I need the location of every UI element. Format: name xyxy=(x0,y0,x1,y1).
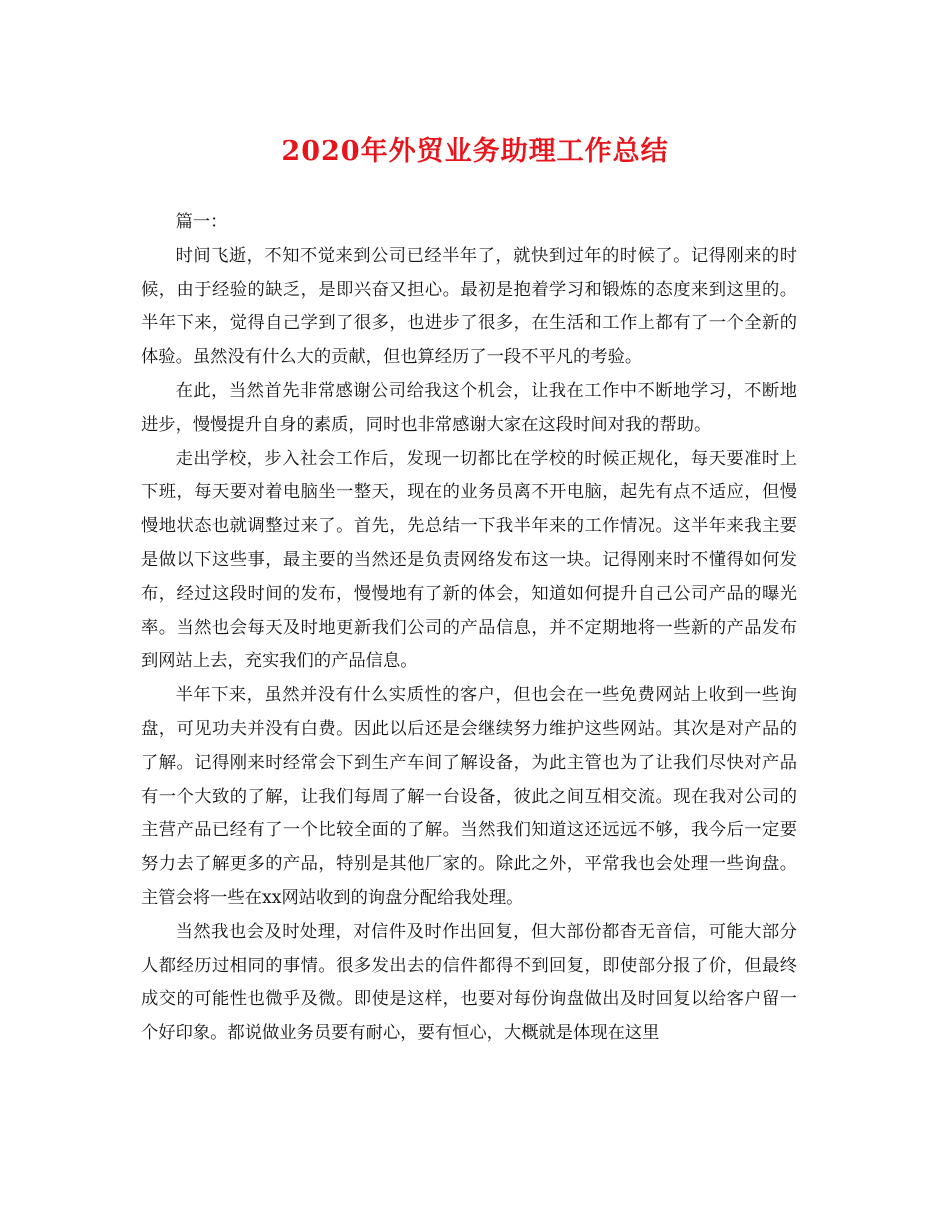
document-body xyxy=(141,206,797,1051)
paragraph: 时间飞逝，不知不觉来到公司已经半年了，就快到过年的时候了。记得刚来的时候，由于经验的缺乏，是即兴奋又担心。最初是抱着学习和锻炼的态度来到这里的。半年下来，觉得自己学到了很多，也进步了很多，在生活和工作上都有了一个全新的体验。虽然没有什么大的贡献，但也算经历了一段不平凡的考验。 xyxy=(141,245,797,368)
section-heading: 篇一： xyxy=(175,212,228,232)
document-title: 2020年外贸业务助理工作总结 xyxy=(281,136,669,167)
paragraph: 半年下来，虽然并没有什么实质性的客户，但也会在一些免费网站上收到一些询盘，可见功夫并没有白费。因此以后还是会继续努力维护这些网站。其次是对产品的了解。记得刚来时经常会下到生产车间了解设备，为此主管也为了让我们尽快对产品有一个大致的了解，让我们每周了解一台设备，彼此之间互相交流。现在我对公司的主营产品已经有了一个比较全面的了解。当然我们知道这还远远不够，我今后一定要努力去了解更多的产品，特别是其他厂家的。除此之外，平常我也会处理一些询盘。主管会将一些在xx网站收到的询盘分配给我处理。 xyxy=(141,685,797,908)
paragraph: 走出学校，步入社会工作后，发现一切都比在学校的时候正规化，每天要准时上下班，每天要对着电脑坐一整天，现在的业务员离不开电脑，起先有点不适应，但慢慢地状态也就调整过来了。首先，先总结一下我半年来的工作情况。这半年来我主要是做以下这些事，最主要的当然还是负责网络发布这一块。记得刚来时不懂得如何发布，经过这段时间的发布，慢慢地有了新的体会，知道如何提升自己公司产品的曝光率。当然也会每天及时地更新我们公司的产品信息，并不定期地将一些新的产品发布到网站上去，充实我们的产品信息。 xyxy=(141,448,797,672)
paragraph: 在此，当然首先非常感谢公司给我这个机会，让我在工作中不断地学习，不断地进步，慢慢提升自身的素质，同时也非常感谢大家在这段时间对我的帮助。 xyxy=(141,380,797,435)
paragraph: 当然我也会及时处理，对信件及时作出回复，但大部份都杳无音信，可能大部分人都经历过相同的事情。很多发出去的信件都得不到回复，即使部分报了价，但最终成交的可能性也微乎及微。即使是这样，也要对每份询盘做出及时回复以给客户留一个好印象。都说做业务员要有耐心，要有恒心，大概就是体现在这里 xyxy=(141,921,797,1044)
